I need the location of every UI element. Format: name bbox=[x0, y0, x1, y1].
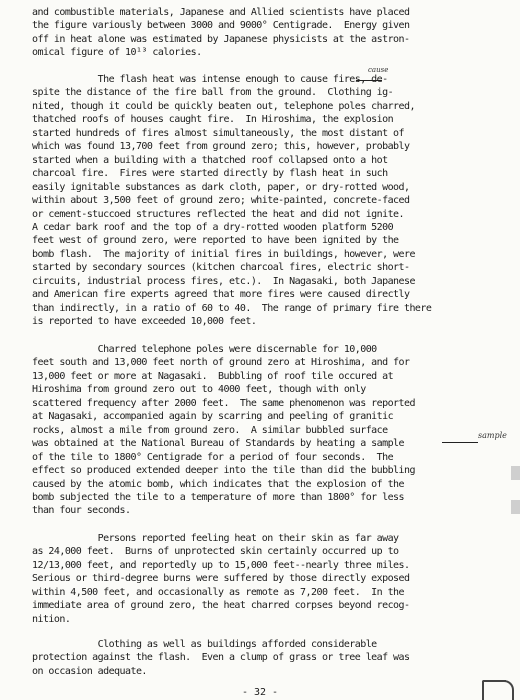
edge-mark bbox=[511, 500, 520, 514]
paragraph-2: The flash heat was intense enough to cause fires, de- spite the distance of the fire ball from the ground. Clothing ig- nited, though it could be quickly beaten out, telephone poles charred, thatched roofs of houses caught fire. In Hiroshima, the explosion started hundreds of fires almost simultaneously, the most distant of which was found 13,700 feet from ground zero; this, however, probably started when a building with a thatched roof collapsed onto a hot charcoal fire. Fires were started directly by flash heat in such easily ignitable substances as dark cloth, paper, or dry-rotted wood, within about 3,500 feet of ground zero; white-painted, concrete-faced or cement-stuccoed structures reflected the heat and did not ignite. A cedar bark roof and the top of a dry-rotted wooden platform 5200 feet west of ground zero, were reported to have been ignited by the bomb flash. The majority of initial fires in buildings, however, were started by secondary sources (kitchen charcoal fires, electric short- circuits, industrial process fires, etc.). In Nagasaki, both Japanese and American fire experts agreed that more fires were caused directly than indirectly, in a ratio of 60 to 40. The range of primary fire there is reported to have exceeded 10,000 feet. bbox=[32, 74, 432, 328]
paragraph-5: Clothing as well as buildings afforded considerable protection against the flash. Even a clump of grass or tree leaf was on occasion adequate. bbox=[32, 639, 410, 677]
strikethrough-mark bbox=[442, 442, 478, 443]
paragraph-3: Charred telephone poles were discernable for 10,000 feet south and 13,000 feet north of ground zero at Hiroshima, and for 13,000 feet or more at Nagasaki. Bubbling of roof tile occured at Hiroshima from ground zero out to 4000 feet, though with only scattered frequency after 2000 feet. The same phenomenon was reported at Nagasaki, accompanied again by scarring and peeling of granitic rocks, almost a mile from ground zero. A similar bubbled surface was obtained at the National Bureau of Standards by heating a sample of the tile to 1800° Centigrade for a period of four seconds. The effect so produced extended deeper into the tile than did the bubbling caused by the atomic bomb, which indicates that the explosion of the bomb subjected the tile to a temperature of more than 1800° for less than four seconds. bbox=[32, 344, 415, 517]
paragraph-1: and combustible materials, Japanese and Allied scientists have placed the figure variously between 3000 and 9000° Centigrade. Energy given off in heat alone was estimated by Japanese physicists at the astron- omical figure of 10¹³ calories. bbox=[32, 7, 410, 59]
page-number: - 32 - bbox=[241, 687, 279, 698]
strikethrough-mark bbox=[356, 80, 382, 81]
handwritten-correction-cause: cause bbox=[368, 66, 389, 74]
paragraph-4: Persons reported feeling heat on their skin as far away as 24,000 feet. Burns of unprotected skin certainly occurred up to 12/13,000 feet, and reportedly up to 15,000 feet--nearly three miles. Serious or third-degree burns were suffered by those directly exposed within 4,500 feet, and occasionally as remote as 7,200 feet. In the immediate area of ground zero, the heat charred corpses beyond recog- nition. bbox=[32, 533, 410, 625]
edge-mark bbox=[511, 466, 520, 480]
corner-mark-icon bbox=[482, 680, 506, 700]
handwritten-correction-sample: sample bbox=[478, 431, 507, 440]
